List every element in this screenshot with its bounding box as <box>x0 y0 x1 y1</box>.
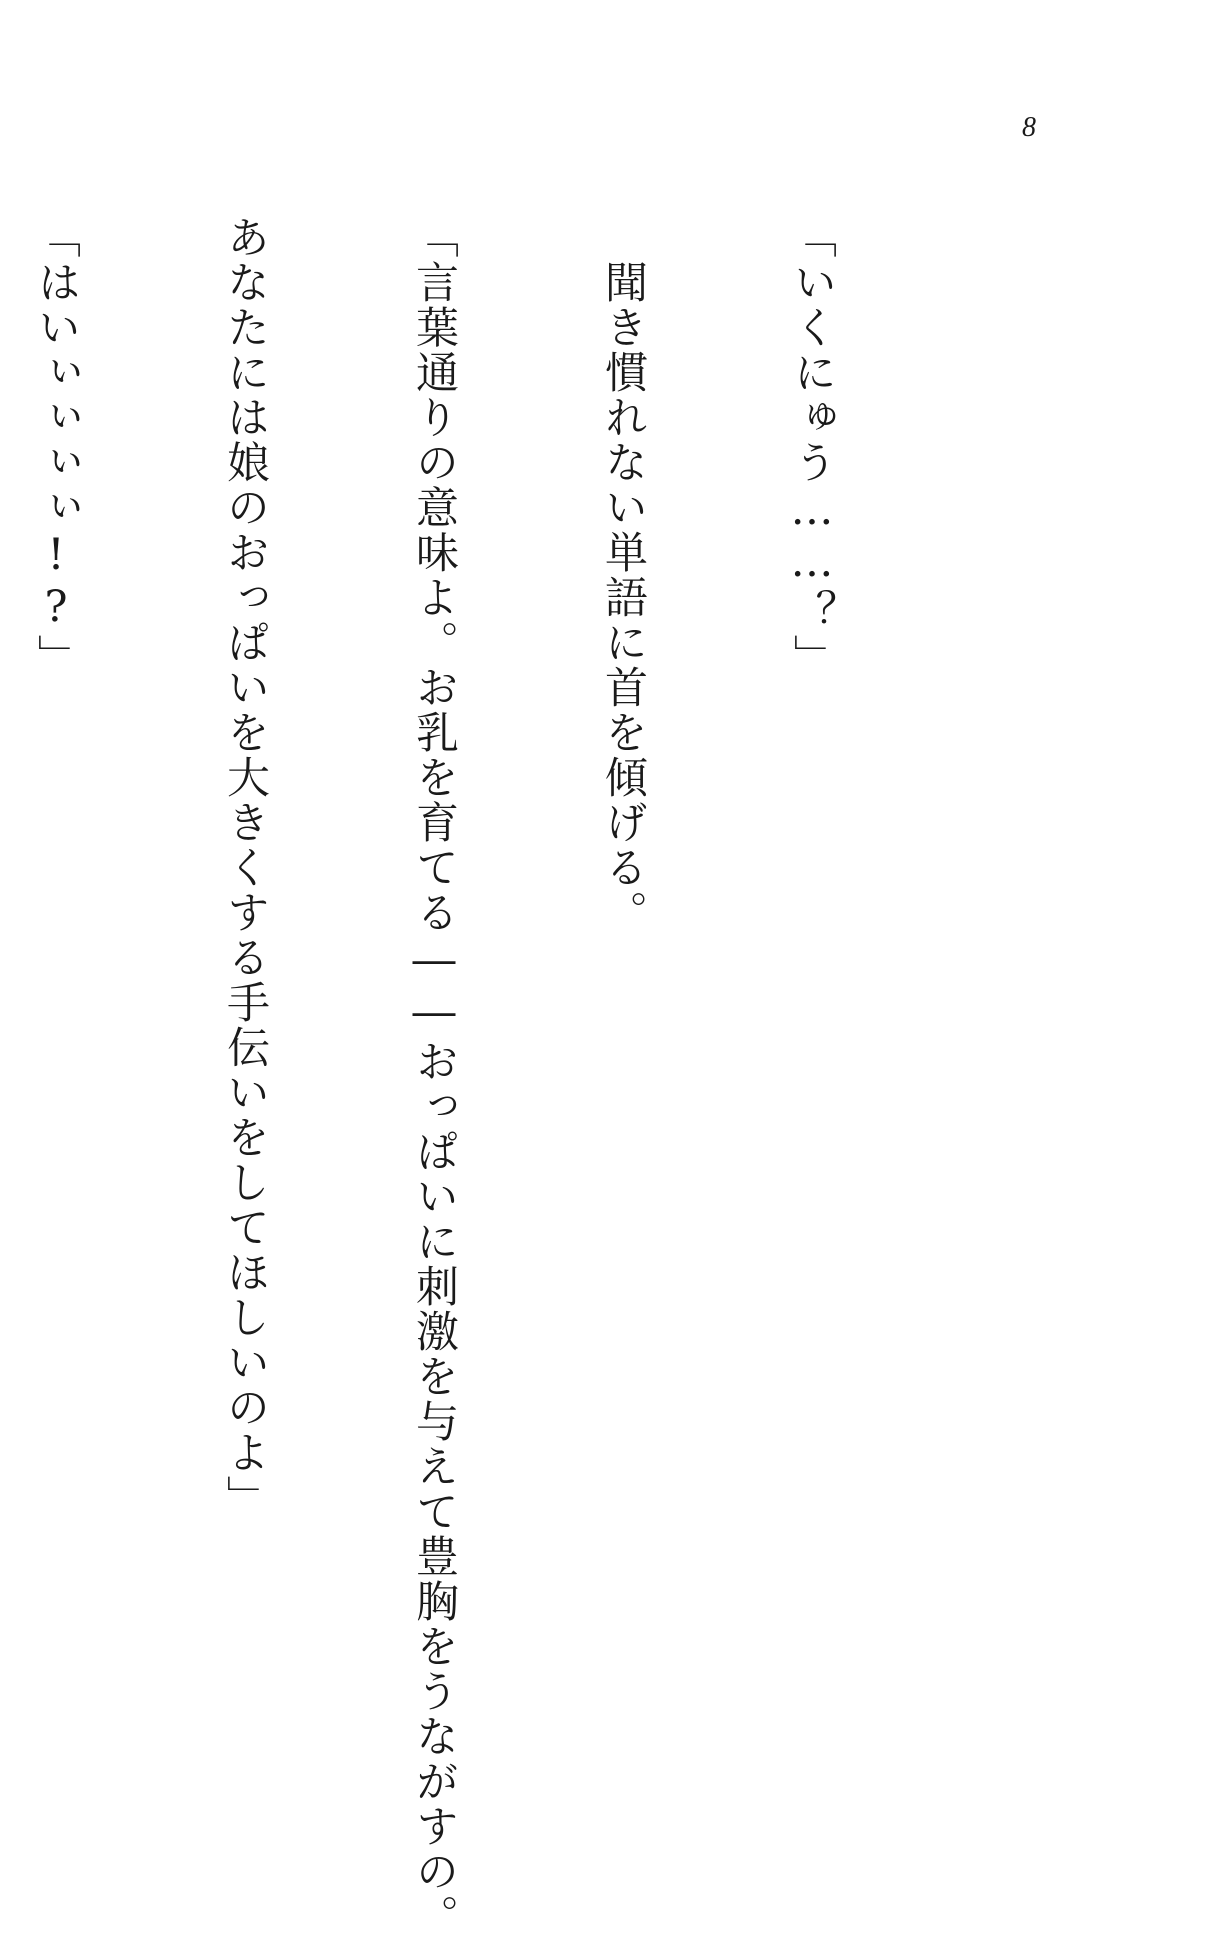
text-line: 「言葉通りの意味よ。お乳を育てる――おっぱいに刺激を与えて豊胸をうながすの。 <box>409 215 459 1939</box>
text-line: 聞き慣れない単語に首を傾げる。 <box>598 215 648 935</box>
text-line: あなたには娘のおっぱいを大きくする手伝いをしてほしいのよ」 <box>220 215 270 1520</box>
text-line: 「いくにゅう……？」 <box>787 215 837 679</box>
page-number: 8 <box>1022 112 1036 143</box>
text-line: 「はいぃぃぃぃ!?」 <box>31 215 81 679</box>
vertical-text-body <box>0 215 969 1939</box>
